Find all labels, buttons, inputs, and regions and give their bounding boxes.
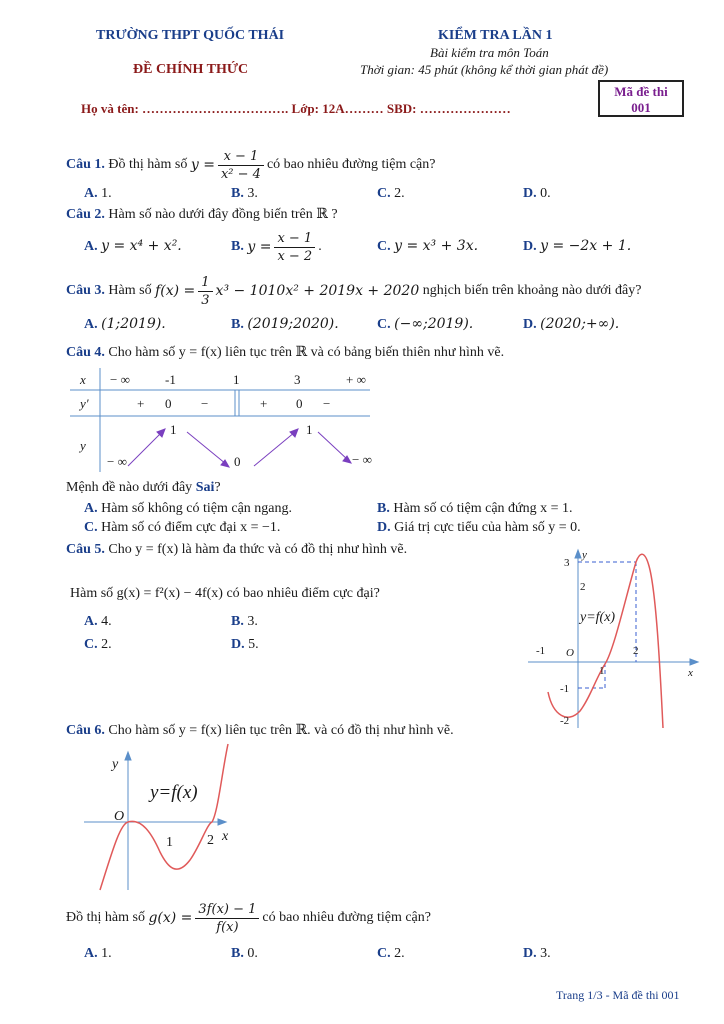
q3-pre: Hàm số [108, 283, 152, 298]
question-3 [66, 272, 641, 310]
q1-pre: Đồ thị hàm số [108, 157, 188, 172]
question-5 [66, 542, 407, 558]
q3-fx: f(x) = [155, 283, 196, 299]
exam-title: KIỂM TRA LẦN 1 [438, 28, 553, 43]
table-yp-sign3: + [260, 396, 268, 411]
q5-curve [548, 554, 663, 728]
q6-graph [82, 742, 247, 892]
q5-tick-y-minus1: -1 [560, 683, 570, 695]
q6-label: Câu 6. [66, 723, 105, 738]
q6-option-d[interactable]: D. 3. [523, 946, 551, 961]
table-x-1: 1 [233, 372, 240, 387]
student-info-line: Họ và tên: ……………………………. Lớp: 12A……… SBD: ………………… [81, 101, 511, 116]
table-yp-sign4: − [323, 396, 331, 411]
q6-fraction: $\frac{3f(x) - 1}{f(x)}$ [195, 901, 259, 936]
q5-tick-x-minus1: -1 [536, 645, 546, 657]
q6-post: có bao nhiêu đường tiệm cận? [262, 910, 431, 925]
q5-axis-y: y [582, 549, 587, 561]
q5-option-a[interactable]: A. 4. [84, 614, 112, 629]
q5-func-label: y=f(x) [580, 610, 616, 625]
q5-tick-x-1: 1 [599, 665, 605, 677]
q1-label: Câu 1. [66, 157, 105, 172]
question-6 [66, 722, 454, 739]
q5-origin: O [566, 647, 574, 659]
table-y-label: y [80, 438, 86, 453]
q4-prompt: Mệnh đề nào dưới đây Sai? [66, 480, 221, 495]
question-1 [66, 146, 435, 184]
table-y-max1: 1 [170, 422, 177, 437]
q5-tick-y-minus2: -2 [560, 715, 570, 727]
q5-tick-x-2: 2 [633, 645, 639, 657]
q3-expr: x³ − 1010x² + 2019x + 2020 [215, 283, 420, 299]
q4-option-d[interactable]: D. Giá trị cực tiểu của hàm số y = 0. [377, 520, 581, 535]
table-yp-zero1: 0 [165, 396, 172, 411]
q2-option-b[interactable]: B. y = $\frac{x - 1}{x - 2}$ . [231, 230, 322, 264]
q3-option-d[interactable]: D. (2020;+∞). [523, 316, 620, 332]
q6-tick-x-2: 2 [207, 833, 214, 848]
q6-text: Cho hàm số y = f(x) liên tục trên ℝ. và có đồ thị như hình vẽ. [108, 723, 454, 738]
q6-option-b[interactable]: B. 0. [231, 946, 258, 961]
q5-graph [528, 546, 704, 732]
q1-y-eq: y = [190, 157, 215, 173]
q5-option-d[interactable]: D. 5. [231, 637, 259, 652]
table-yp-zero2: 0 [296, 396, 303, 411]
exam-code-label: Mã đề thi [614, 84, 668, 99]
q2-option-a[interactable]: A. y = x⁴ + x². [84, 238, 182, 254]
q3-option-c[interactable]: C. (−∞;2019). [377, 316, 474, 332]
q5-label: Câu 5. [66, 542, 105, 557]
q6-axis-x: x [222, 829, 229, 844]
table-y-min: 0 [234, 454, 241, 469]
exam-time: Thời gian: 45 phút (không kể thời gian phát đề) [360, 62, 609, 77]
q3-fraction: $\frac{1}{3}$ [198, 274, 212, 309]
table-x-pos-inf: + ∞ [346, 372, 366, 387]
question-4 [66, 344, 504, 361]
q4-label: Câu 4. [66, 345, 105, 360]
question-2 [66, 206, 338, 223]
q3-option-b[interactable]: B. (2019;2020). [231, 316, 339, 332]
q3-post: nghịch biến trên khoảng nào dưới đây? [422, 283, 642, 298]
q6-gx: g(x) = [148, 910, 193, 926]
q2-label: Câu 2. [66, 207, 105, 222]
exam-code-box [598, 80, 684, 117]
table-y-left-neg-inf: − ∞ [107, 454, 127, 469]
q5-text: Cho y = f(x) là hàm đa thức và có đồ thị như hình vẽ. [108, 542, 408, 557]
exam-type: ĐỀ CHÍNH THỨC [133, 62, 249, 77]
q5-question: Hàm số g(x) = f²(x) − 4f(x) có bao nhiêu điểm cực đại? [70, 586, 380, 601]
q2-option-c[interactable]: C. y = x³ + 3x. [377, 238, 479, 254]
q5-option-c[interactable]: C. 2. [84, 637, 112, 652]
table-x-label: x [80, 372, 86, 387]
q6-option-c[interactable]: C. 2. [377, 946, 405, 961]
q1-option-d[interactable]: D. 0. [523, 186, 551, 201]
q1-post: có bao nhiêu đường tiệm cận? [266, 157, 436, 172]
table-yp-sign2: − [201, 396, 209, 411]
exam-subject: Bài kiểm tra môn Toán [430, 45, 549, 60]
q4-option-a[interactable]: A. Hàm số không có tiệm cận ngang. [84, 501, 293, 516]
q1-option-b[interactable]: B. 3. [231, 186, 258, 201]
q6-func-label: y=f(x) [150, 782, 198, 803]
q2-text: Hàm số nào dưới đây đồng biến trên ℝ ? [108, 207, 338, 222]
q4-text: Cho hàm số y = f(x) liên tục trên ℝ và có bảng biến thiên như hình vẽ. [108, 345, 505, 360]
q3-label: Câu 3. [66, 283, 105, 298]
q6-tick-x-1: 1 [166, 835, 173, 850]
q2-option-d[interactable]: D. y = −2x + 1. [523, 238, 632, 254]
q6-question [66, 898, 431, 938]
table-y-max2: 1 [306, 422, 313, 437]
variation-table [70, 368, 380, 476]
q1-den: x² − 4 [220, 166, 261, 182]
q6-origin: O [114, 809, 125, 824]
table-x-minus1: -1 [165, 372, 176, 387]
exam-code-value: 001 [631, 100, 651, 115]
q5-tick-y-2: 2 [580, 581, 586, 593]
q2-b-fraction: $\frac{x - 1}{x - 2}$ [274, 230, 315, 265]
table-y-right-neg-inf: − ∞ [352, 452, 372, 467]
q6-option-a[interactable]: A. 1. [84, 946, 112, 961]
table-x-neg-inf: − ∞ [110, 372, 130, 387]
page-footer: Trang 1/3 - Mã đề thi 001 [556, 988, 680, 1002]
table-yp-sign1: + [137, 396, 145, 411]
q1-num: x − 1 [218, 148, 264, 166]
q4-prompt-sai: Sai [195, 480, 215, 495]
q1-fraction [218, 148, 264, 183]
table-x-3: 3 [294, 372, 301, 387]
q5-tick-y-3: 3 [564, 557, 570, 569]
q5-axis-x: x [688, 667, 693, 679]
q1-option-c[interactable]: C. 2. [377, 186, 405, 201]
q3-option-a[interactable]: A. (1;2019). [84, 316, 166, 332]
q1-option-a[interactable]: A. 1. [84, 186, 112, 201]
q6-axis-y: y [112, 757, 119, 772]
school-name: TRƯỜNG THPT QUỐC THÁI [96, 28, 285, 43]
table-yp-label: y′ [80, 396, 89, 411]
q5-option-b[interactable]: B. 3. [231, 614, 258, 629]
q4-option-c[interactable]: C. Hàm số có điểm cực đại x = −1. [84, 520, 281, 535]
q6-pre: Đồ thị hàm số [66, 910, 145, 925]
q4-option-b[interactable]: B. Hàm số có tiệm cận đứng x = 1. [377, 501, 573, 516]
